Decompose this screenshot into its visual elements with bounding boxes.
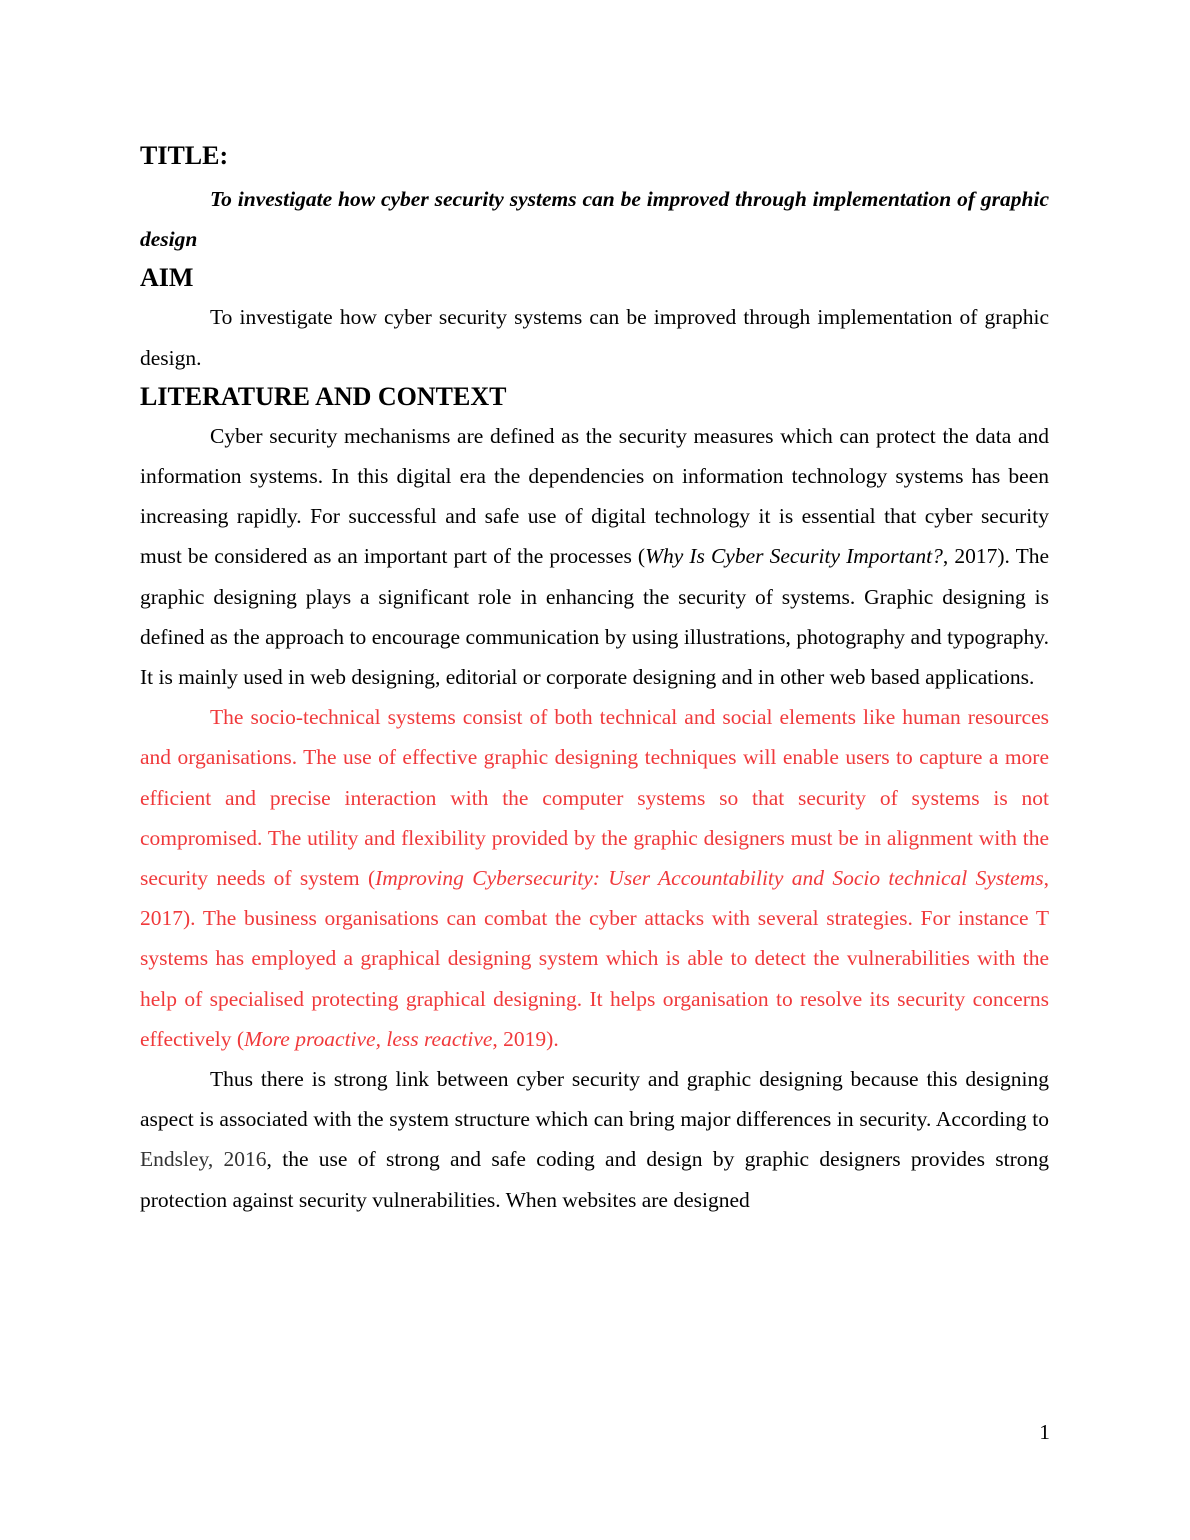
literature-heading: LITERATURE AND CONTEXT [140, 381, 507, 411]
paragraph-text: , 2017). The business organisations can combat the cyber attacks with several strategies. For instance T systems has employed a graphical designing system which is able to detect the vulnerabilities with the help of specialised protecting graphical designing. It helps organisation to resolve its security concerns effectively ( [140, 866, 1049, 1051]
citation: Endsley, 2016 [140, 1147, 267, 1172]
literature-paragraph-3 [140, 1059, 1049, 1220]
citation: Why Is Cyber Security Important? [645, 544, 943, 569]
paragraph-text: , the use of strong and safe coding and design by graphic designers provides strong protection against security vulnerabilities. When websites are designed [140, 1147, 1049, 1212]
page-number: 1 [1039, 1420, 1050, 1444]
title-text: To investigate how cyber security systems can be improved through implementation of graphic design [140, 187, 1049, 252]
aim-text: To investigate how cyber security systems can be improved through implementation of graphic design. [140, 305, 1049, 370]
page-body [140, 137, 1049, 1220]
aim-heading: AIM [140, 263, 194, 293]
paragraph-text: Cyber security mechanisms are defined as the security measures which can protect the data and information systems. In this digital era the dependencies on information technology systems has been increasing rapidly. For successful and safe use of digital technology it is essential that cyber security must be considered as an important part of the processes ( [140, 423, 1049, 569]
citation: More proactive, less reactive [244, 1026, 493, 1051]
literature-paragraph-1 [140, 416, 1049, 697]
paragraph-text: Thus there is strong link between cyber security and graphic designing because this designing aspect is associated with the system structure which can bring major differences in security. According to [140, 1067, 1049, 1132]
citation: Improving Cybersecurity: User Accountability and Socio technical Systems [375, 866, 1044, 891]
paragraph-text: The socio-technical systems consist of both technical and social elements like human resources and organisations. The use of effective graphic designing techniques will enable users to capture a more efficient and precise interaction with the computer systems so that security of systems is not compromised. The utility and flexibility provided by the graphic designers must be in alignment with the security needs of system ( [140, 705, 1049, 891]
literature-paragraph-2 [140, 697, 1049, 1059]
paragraph-text: , 2019). [492, 1026, 559, 1051]
title-heading: TITLE: [140, 141, 229, 170]
paragraph-text: , 2017). The graphic designing plays a significant role in enhancing the security of systems. Graphic designing is defined as the approach to encourage communication by using illustrations, photography and typography. It is mainly used in web designing, editorial or corporate designing and in other web based applications. [140, 544, 1049, 690]
